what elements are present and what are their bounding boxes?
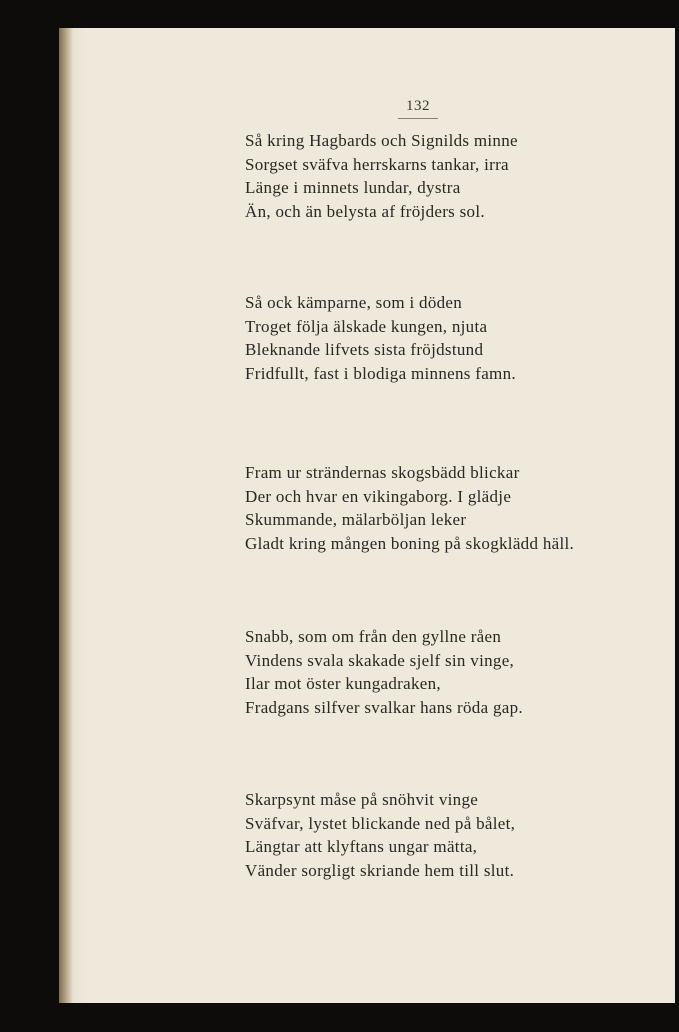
verse-line: Vänder sorgligt skriande hem till slut. — [245, 860, 515, 880]
verse-line: Fradgans silfver svalkar hans röda gap. — [245, 697, 523, 717]
verse-line: Sväfvar, lystet blickande ned på bålet, — [245, 813, 516, 833]
verse-line: Ilar mot öster kungadraken, — [245, 674, 441, 693]
verse-line: Fram ur strändernas skogsbädd blickar — [245, 463, 520, 482]
verse-line: Troget följa älskade kungen, njuta — [245, 316, 488, 336]
verse-line: Snabb, som om från den gyllne råen — [245, 627, 502, 646]
verse-line: Så ock kämparne, som i döden — [245, 293, 463, 312]
verse-line: Vindens svala skakade sjelf sin vinge, — [245, 650, 515, 670]
page-number: 132 — [406, 98, 430, 114]
stanza-1 — [245, 129, 518, 223]
stanza-3 — [245, 461, 574, 555]
stanza-5 — [245, 788, 515, 882]
page-edge — [59, 28, 73, 1003]
verse-line: Skarpsynt måse på snöhvit vinge — [245, 790, 479, 809]
stanza-2 — [245, 291, 516, 385]
verse-line: Än, och än belysta af fröjders sol. — [245, 201, 485, 221]
verse-line: Skummande, mälarböljan leker — [245, 510, 467, 529]
verse-line: Längtar att klyftans ungar mätta, — [245, 837, 478, 856]
verse-line: Gladt kring mången boning på skogklädd häll. — [245, 533, 575, 553]
stanza-4 — [245, 625, 523, 719]
page-number-rule — [398, 118, 438, 119]
verse-line: Så kring Hagbards och Signilds minne — [245, 131, 518, 150]
verse-line: Länge i minnets lundar, dystra — [245, 178, 461, 197]
verse-line: Der och hvar en vikingaborg. I glädje — [245, 486, 512, 506]
verse-line: Bleknande lifvets sista fröjdstund — [245, 340, 484, 359]
verse-line: Sorgset sväfva herrskarns tankar, irra — [245, 154, 509, 174]
verse-line: Fridfullt, fast i blodiga minnens famn. — [245, 363, 516, 383]
